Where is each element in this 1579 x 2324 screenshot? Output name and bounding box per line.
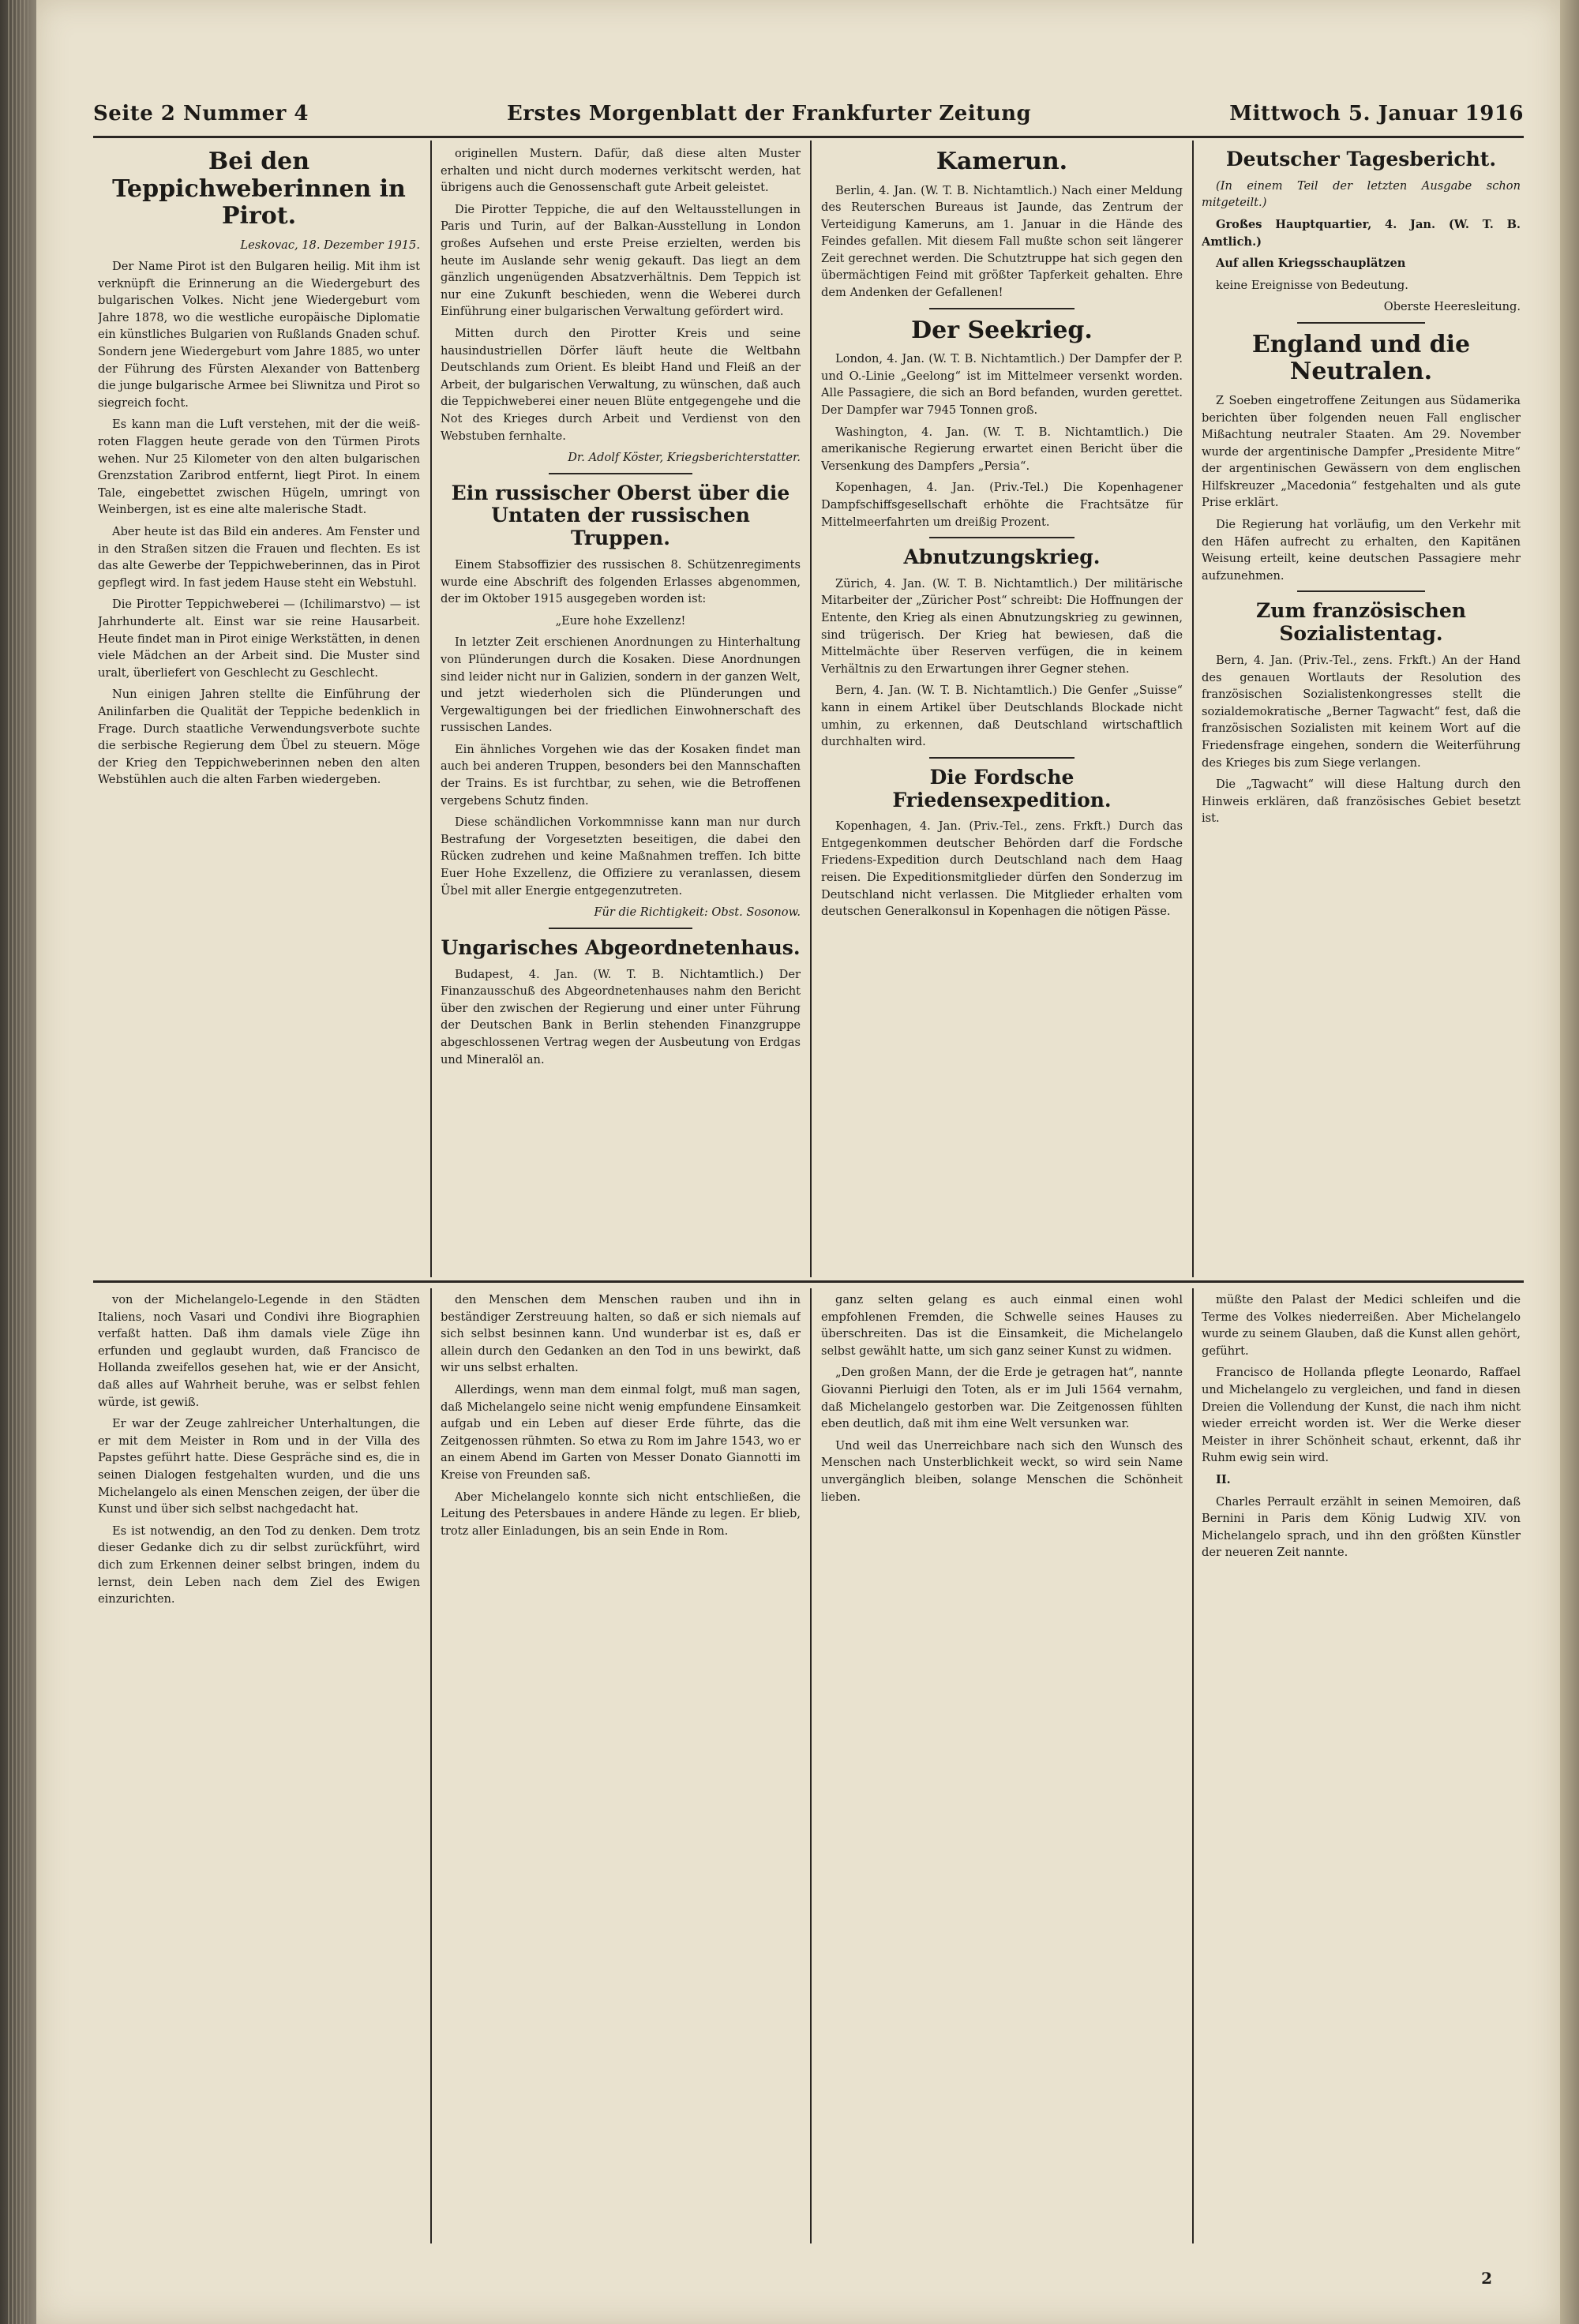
article-paragraph: Die Regierung hat vorläufig, um den Verkehr mit den Häfen aufrecht zu erhalten, den Kapitänen Weisung erteilt, keine deutschen Passagiere mehr aufzunehmen.	[1202, 518, 1521, 583]
article-title: Der Seekrieg.	[911, 316, 1093, 344]
article-title: Kamerun.	[936, 148, 1068, 175]
page-edge	[1560, 0, 1579, 2324]
report-line: keine Ereignisse von Bedeutung.	[1216, 278, 1408, 292]
feuilleton-paragraph: Aber Michelangelo konnte sich nicht entschließen, die Leitung des Petersbaues in andere Hände zu legen. Er blieb, trotz aller Einladungen, bis an sein Ende in Rom.	[441, 1490, 801, 1538]
column-divider	[1192, 141, 1194, 1277]
article-paragraph: Bern, 4. Jan. (Priv.-Tel., zens. Frkft.) An der Hand des genauen Wortlauts der Resolution des französischen Sozialistenkongresses stellt die sozialdemokratische „Berner Tagwacht“ fest, daß die französischen Sozialisten mit keinem Wort auf die Friedensfrage eingehen, sondern die Weiterführung des Krieges bis zum Siege verlangen.	[1202, 653, 1521, 770]
feuilleton-column-2	[441, 1291, 801, 2239]
feuilleton-paragraph: den Menschen dem Menschen rauben und ihn in beständiger Zerstreuung halten, so daß er sich niemals auf sich selbst besinnen kann. Und wunderbar ist es, daß er allein durch den Gedanken an den Tod in uns bewirkt, daß wir uns selbst erhalten.	[441, 1293, 801, 1375]
article-paragraph: Es kann man die Luft verstehen, mit der die weiß-roten Flaggen heute gerade von den Türmen Pirots wehen. Nur 25 Kilometer von den alten bulgarischen Grenzstation Zaribrod entfernt, liegt Pirot. In einem Tale, eingebettet zwischen Hügeln, umringt von Weinbergen, ist es eine alte malerische Stadt.	[98, 418, 420, 517]
feuilleton-paragraph: Francisco de Hollanda pflegte Leonardo, Raffael und Michelangelo zu vergleichen, und fand in diesen Dreien die Vollendung der Kunst, die nach ihm nicht wieder erreicht worden ist. Wer die Werke dieser Meister in ihrer Schönheit schaut, erkennt, daß ihr Ruhm ewig sein wird.	[1202, 1366, 1521, 1465]
report-signature: Oberste Heeresleitung.	[1383, 300, 1521, 314]
article-title: Bei den Teppichweberinnen in Pirot.	[112, 148, 406, 230]
feuilleton-paragraph: Allerdings, wenn man dem einmal folgt, muß man sagen, daß Michelangelo seine nicht wenig empfundene Einsamkeit aufgab und ein Leben auf dieser Erde führte, das die Zeitgenossen rühmten. So etwa zu Rom im Jahre 1543, wo er an einem Abend im Garten von Messer Donato Giannotti im Kreise von Freunden saß.	[441, 1382, 801, 1482]
article-separator	[929, 308, 1074, 309]
column-2	[441, 145, 801, 1274]
article-paragraph: In letzter Zeit erschienen Anordnungen zu Hinterhaltung von Plünderungen durch die Kosaken. Diese Anordnungen sind leider nicht nur in Galizien, sondern in der ganzen Welt, und jetzt wiederholen sich die Plünderungen und Vergewaltigungen bei der friedlichen Einwohnerschaft des russischen Landes.	[441, 635, 801, 735]
article-paragraph: Budapest, 4. Jan. (W. T. B. Nichtamtlich.) Der Finanzausschuß des Abgeordnetenhauses nahm den Bericht über den zwischen der Regierung und einer unter Führung der Deutschen Bank in Berlin stehenden Finanzgruppe abgeschlossenen Vertrag wegen der Ausbeutung von Erdgas und Mineralöl an.	[441, 967, 801, 1066]
article-paragraph: Diese schändlichen Vorkommnisse kann man nur durch Bestrafung der Vorgesetzten beseitigen, die dabei den Rücken zudrehen und keine Maßnahmen treffen. Ich bitte Euer Hohe Exzellenz, die Offiziere zu veranlassen, diesem Übel mit aller Energie entgegenzutreten.	[441, 815, 801, 898]
article-title: Abnutzungskrieg.	[903, 545, 1101, 569]
article-signature: Für die Richtigkeit: Obst. Sosonow.	[594, 905, 801, 920]
masthead-page-number: Seite 2 Nummer 4	[93, 102, 309, 126]
article-separator	[1297, 322, 1425, 324]
feuilleton-paragraph: müßte den Palast der Medici schleifen und die Terme des Volkes niederreißen. Aber Michelangelo wurde zu seinem Glauben, daß die Kunst allen gehört, geführt.	[1202, 1293, 1521, 1358]
article-separator	[1297, 590, 1425, 592]
article-paragraph: Mitten durch den Pirotter Kreis und seine hausindustriellen Dörfer läuft heute die Weltbahn Deutschlands zum Orient. Es bleibt Hand und Fleiß an der Arbeit, der bulgarischen Verwaltung, zu wünschen, daß auch die Teppichweberei einer neuen Blüte entgegengehe und die Not des Krieges durch Arbeit und Verdienst von den Webstuben fernhalte.	[441, 326, 801, 443]
article-title: Die Fordsche Friedensexpedition.	[892, 765, 1112, 812]
column-divider	[430, 1288, 432, 2243]
article-paragraph: Zürich, 4. Jan. (W. T. B. Nichtamtlich.) Der militärische Mitarbeiter der „Züricher Post“ schreibt: Die Hoffnungen der Entente, den Krieg als einen Abnutzungskrieg zu gewinnen, sind trügerisch. Der Krieg hat bewiesen, daß die Mittelmächte über Reserven verfügen, die in keinem Verhältnis zu den Erwartungen ihrer Gegner stehen.	[821, 576, 1183, 676]
article-paragraph: Die „Tagwacht“ will diese Haltung durch den Hinweis erklären, daß französisches Gebiet besetzt ist.	[1202, 778, 1521, 826]
article-paragraph: Aber heute ist das Bild ein anderes. Am Fenster und in den Straßen sitzen die Frauen und flechten. Es ist das alte Gewerbe der Teppichweberinnen, das in Pirot gepflegt wird. In fast jedem Hause steht ein Webstuhl.	[98, 525, 420, 590]
article-paragraph: Nun einigen Jahren stellte die Einführung der Anilinfarben die Qualität der Teppiche bedenklich in Frage. Durch staatliche Verwendungsverbote suchte die serbische Regierung dem Übel zu steuern. Möge der Krieg den Teppichweberinnen neben den alten Webstühlen auch die alten Farben wiedergeben.	[98, 688, 420, 787]
article-paragraph: London, 4. Jan. (W. T. B. Nichtamtlich.) Der Dampfer der P. und O.-Linie „Geelong“ ist im Mittelmeer versenkt worden. Alle Passagiere, die sich an Bord befanden, wurden gerettet. Der Dampfer war 7945 Tonnen groß.	[821, 352, 1183, 417]
article-separator	[929, 757, 1074, 759]
article-paragraph: originellen Mustern. Dafür, daß diese alten Muster erhalten und nicht durch modernes verkitscht werden, hat übrigens auch die Genossenschaft gute Arbeit geleistet.	[441, 147, 801, 195]
column-4	[1202, 145, 1521, 1274]
article-title: Ungarisches Abgeordnetenhaus.	[441, 935, 801, 959]
article-title: Zum französischen Sozialistentag.	[1256, 599, 1466, 646]
section-marker: II.	[1216, 1472, 1231, 1486]
article-title: Deutscher Tagesbericht.	[1225, 148, 1497, 171]
article-paragraph: Washington, 4. Jan. (W. T. B. Nichtamtlich.) Die amerikanische Regierung erwartet einen Bericht über die Versenkung des Dampfers „Persia“.	[821, 425, 1183, 473]
feuilleton-column-4	[1202, 1291, 1521, 2239]
article-title: Ein russischer Oberst über die Untaten der russischen Truppen.	[451, 481, 790, 550]
article-dateline: Leskovac, 18. Dezember 1915.	[240, 238, 420, 252]
book-binding	[0, 0, 36, 2324]
article-separator	[929, 537, 1074, 538]
feuilleton-paragraph: von der Michelangelo-Legende in den Städten Italiens, noch Vasari und Condivi ihre Biographien verfaßt hatten. Daß ihm damals viele Züge ihn erfunden und geglaubt wurden, daß Francisco de Hollanda zweifellos gesehen hat, wie er der Ansicht, daß alles auf Wahrheit beruhe, was er selbst fehlen würde, ist gewiß.	[98, 1293, 420, 1409]
feuilleton-column-3	[821, 1291, 1183, 2239]
column-divider	[810, 1288, 812, 2243]
column-divider	[1192, 1288, 1194, 2243]
article-paragraph: Der Name Pirot ist den Bulgaren heilig. Mit ihm ist verknüpft die Erinnerung an die Wiedergeburt des bulgarischen Volkes. Nicht jene Wiedergeburt vom Jahre 1878, wo die westliche europäische Diplomatie ein künstliches Bulgarien von Rußlands Gnaden schuf. Sondern jene Wiedergeburt vom Jahre 1885, wo unter der Führung des Fürsten Alexander von Battenberg die junge bulgarische Armee bei Sliwnitza und Pirot so siegreich focht.	[98, 260, 420, 410]
column-divider	[810, 141, 812, 1277]
feuilleton-paragraph: Es ist notwendig, an den Tod zu denken. Dem trotz dieser Gedanke dich zu dir selbst zurückführt, wird dich zum Erkennen deiner selbst bringen, indem du lernst, dein Leben nach dem Ziel des Ewigen einzurichten.	[98, 1524, 420, 1606]
article-paragraph: Bern, 4. Jan. (W. T. B. Nichtamtlich.) Die Genfer „Suisse“ kann in einem Artikel über Deutschlands Blockade nicht umhin, zu erkennen, daß Deutschland wirtschaftlich durchhalten wird.	[821, 684, 1183, 749]
article-paragraph: Ein ähnliches Vorgehen wie das der Kosaken findet man auch bei anderen Truppen, besonders bei den Mannschaften der Trains. Es ist furchtbar, zu sehen, wie die Betroffenen vergebens Schutz finden.	[441, 742, 801, 808]
article-paragraph: Berlin, 4. Jan. (W. T. B. Nichtamtlich.) Nach einer Meldung des Reuterschen Bureaus ist Jaunde, das Zentrum der Verteidigung Kameruns, am 1. Januar in die Hände des Feindes gefallen. Mit diesem Fall mußte schon seit längerer Zeit gerechnet werden. Die Schutztruppe hat sich gegen den übermächtigen Feind mit größter Tapferkeit gehalten. Ehre dem Andenken der Gefallenen!	[821, 183, 1183, 300]
binding-stitching	[8, 0, 28, 2324]
feuilleton-paragraph: Und weil das Unerreichbare nach sich den Wunsch des Menschen nach Unsterblichkeit weckt, so wird sein Name unvergänglich bleiben, solange Menschen die Schönheit lieben.	[821, 1438, 1183, 1504]
feuilleton-column-1	[98, 1291, 420, 2239]
article-paragraph: Die Pirotter Teppichweberei — (Ichilimarstvo) — ist Jahrhunderte alt. Einst war sie reine Hausarbeit. Heute findet man in Pirot einige Werkstätten, in denen viele Mädchen an der Arbeit sind. Die Muster sind uralt, überliefert von Geschlecht zu Geschlecht.	[98, 598, 420, 680]
column-3	[821, 145, 1183, 1274]
column-divider	[430, 141, 432, 1277]
feuilleton-rule	[93, 1280, 1524, 1283]
feuilleton-paragraph: ganz selten gelang es auch einmal einen wohl empfohlenen Fremden, die Schwelle seines Hauses zu überschreiten. Das ist die Einsamkeit, die Michelangelo selbst gewählt hatte, um sich ganz seiner Kunst zu widmen.	[821, 1293, 1183, 1358]
article-separator	[549, 473, 692, 474]
feuilleton-paragraph: Charles Perrault erzählt in seinen Memoiren, daß Bernini in Paris dem König Ludwig XIV. von Michelangelo sprach, und ihn den größten Künstler der neueren Zeit nannte.	[1202, 1494, 1521, 1560]
page-footer-mark: 2	[1481, 2269, 1492, 2288]
article-intro: Einem Stabsoffizier des russischen 8. Schützenregiments wurde eine Abschrift des folgenden Erlasses abgenommen, der im Oktober 1915 ausgegeben worden ist:	[441, 557, 801, 606]
masthead-rule	[93, 136, 1524, 138]
masthead-publication: Erstes Morgenblatt der Frankfurter Zeitung	[506, 102, 1032, 126]
column-1	[98, 145, 420, 1274]
article-paragraph: Kopenhagen, 4. Jan. (Priv.-Tel., zens. Frkft.) Durch das Entgegenkommen deutscher Behörden darf die Fordsche Friedens-Expedition durch Deutschland nach dem Haag reisen. Die Expeditionsmitglieder dürfen den Sonderzug im Deutschland nicht verlassen. Die Mitglieder erhalten vom deutschen Generalkonsul in Kopenhagen die nötigen Pässe.	[821, 819, 1183, 919]
feuilleton-paragraph: Er war der Zeuge zahlreicher Unterhaltungen, die er mit dem Meister in Rom und in der Villa des Papstes geführt hatte. Diese Gespräche sind es, die in seinen Dialogen festgehalten wurden, und die uns Michelangelo als einen Menschen zeigen, der über die Kunst und über sich selbst nachgedacht hat.	[98, 1417, 420, 1516]
article-title: England und die Neutralen.	[1251, 330, 1471, 386]
article-paragraph: Z Soeben eingetroffene Zeitungen aus Südamerika berichten über folgenden neuen Fall englischer Mißachtung neutraler Staaten. Am 29. November wurde der argentinische Dampfer „Presidente Mitre“ der argentinischen Gewässern von dem englischen Hilfskreuzer „Macedonia“ festgehalten und als gute Prise erklärt.	[1202, 393, 1521, 510]
article-quote: „Eure hohe Exzellenz!	[555, 613, 686, 628]
article-subtitle: (In einem Teil der letzten Ausgabe schon mitgeteilt.)	[1202, 178, 1521, 210]
article-paragraph: Kopenhagen, 4. Jan. (Priv.-Tel.) Die Kopenhagener Dampfschiffsgesellschaft erhöhte die Frachtsätze für Mittelmeerfahrten um dreißig Prozent.	[821, 481, 1183, 529]
feuilleton-paragraph: „Den großen Mann, der die Erde je getragen hat“, nannte Giovanni Pierluigi den Toten, als er im Juli 1564 vernahm, daß Michelangelo gestorben war. Die Zeitgenossen fühlten eben deutlich, daß mit ihm eine Welt versunken war.	[821, 1366, 1183, 1431]
report-line: Großes Hauptquartier, 4. Jan. (W. T. B. Amtlich.)	[1202, 217, 1521, 249]
report-line: Auf allen Kriegsschauplätzen	[1216, 257, 1406, 271]
article-paragraph: Die Pirotter Teppiche, die auf den Weltausstellungen in Paris und Turin, auf der Balkan-Ausstellung in London großes Aufsehen und erste Preise erzielten, werden bis heute im Auslande sehr wenig gekauft. Das liegt an dem gänzlich ungenügenden Absatzverhältnis. Dem Teppich ist nur eine Zukunft beschieden, wenn die Weberei durch Einführung einer bulgarischen Verwaltung gefördert wird.	[441, 202, 801, 319]
article-separator	[549, 928, 692, 929]
masthead-date: Mittwoch 5. Januar 1916	[1229, 102, 1524, 126]
article-signature: Dr. Adolf Köster, Kriegsberichterstatter.	[568, 451, 801, 465]
page-masthead	[93, 95, 1524, 133]
